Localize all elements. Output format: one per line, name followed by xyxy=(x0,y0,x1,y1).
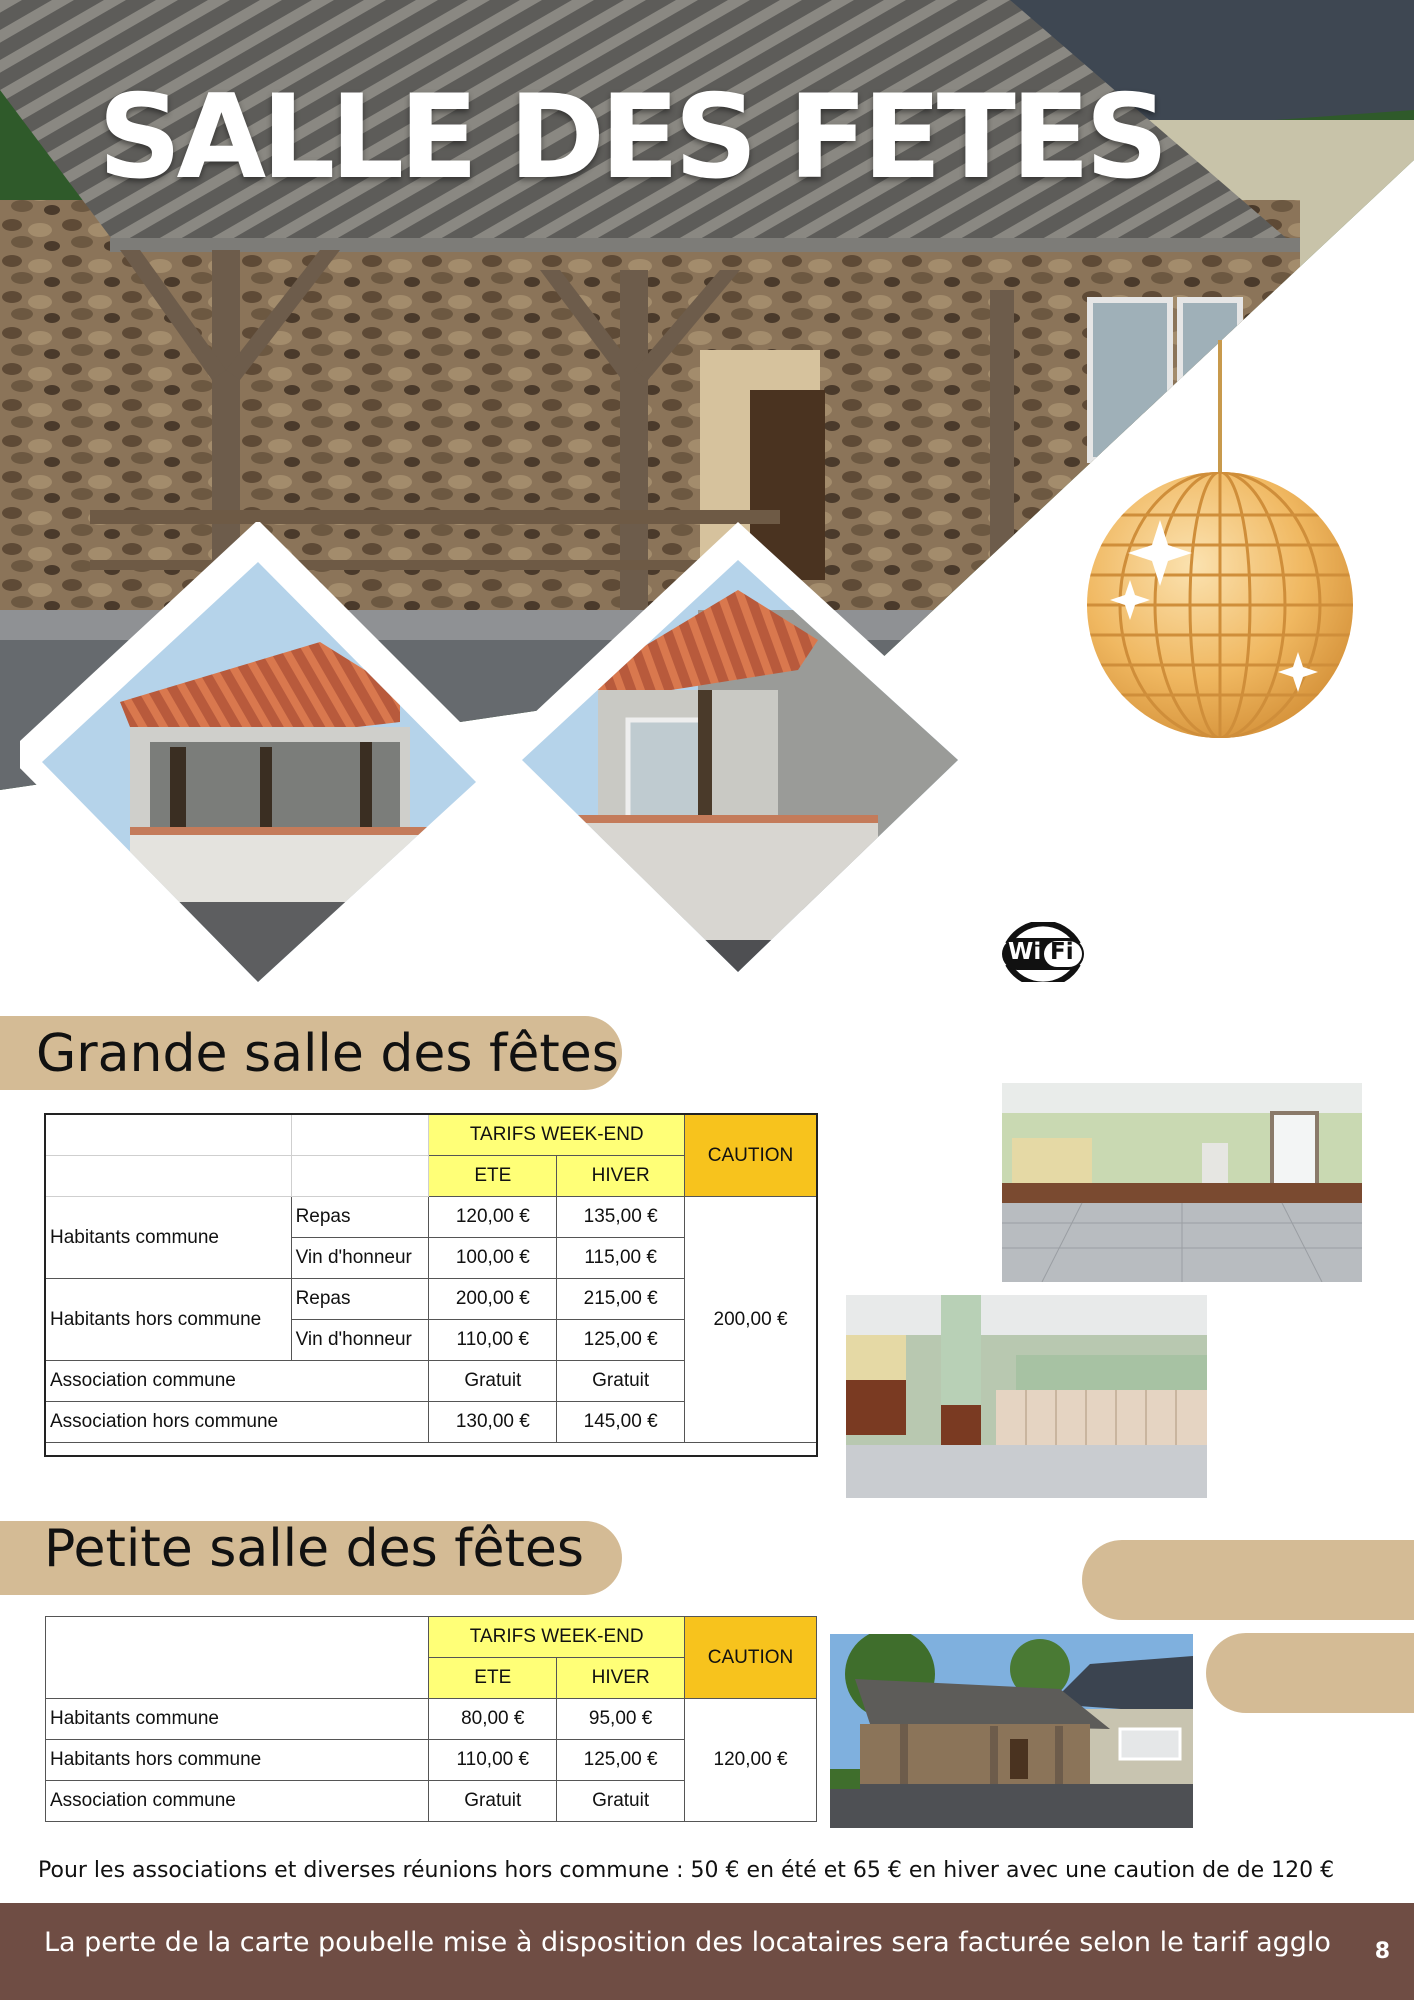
row-sub-label: Repas xyxy=(291,1197,429,1238)
header-tarifs-week-end: TARIFS WEEK-END xyxy=(429,1115,685,1156)
cell-ete: 200,00 € xyxy=(429,1279,557,1320)
cell-hiver: Gratuit xyxy=(557,1361,685,1402)
footer-text: La perte de la carte poubelle mise à disposition des locataires sera facturée selon le tarif agglo xyxy=(44,1927,1331,1958)
decorative-pill-top xyxy=(1082,1540,1414,1620)
cell-ete: Gratuit xyxy=(429,1361,557,1402)
table-cell-empty xyxy=(46,1156,292,1197)
cell-hiver: 115,00 € xyxy=(557,1238,685,1279)
cell-ete: 100,00 € xyxy=(429,1238,557,1279)
photo-petite-salle-exterior xyxy=(830,1634,1193,1828)
row-label-association-commune: Association commune xyxy=(46,1361,429,1402)
table-header-row xyxy=(46,1617,817,1658)
table-cell-empty xyxy=(46,1617,429,1699)
cell-caution: 120,00 € xyxy=(685,1699,817,1822)
cell-caution: 200,00 € xyxy=(685,1197,817,1443)
photo-grande-salle-interior xyxy=(1002,1083,1362,1282)
row-group-habitants-commune: Habitants commune xyxy=(46,1197,292,1279)
row-label: Association commune xyxy=(46,1781,429,1822)
wifi-label-wi: Wi xyxy=(1008,939,1042,965)
cell-ete: 110,00 € xyxy=(429,1320,557,1361)
row-label-association-hors-commune: Association hors commune xyxy=(46,1402,429,1443)
cell-hiver: 125,00 € xyxy=(557,1740,685,1781)
header-caution: CAUTION xyxy=(685,1617,817,1699)
associations-note: Pour les associations et diverses réunions hors commune : 50 € en été et 65 € en hiver avec une caution de de 120 € xyxy=(38,1858,1335,1883)
cell-ete: 80,00 € xyxy=(429,1699,557,1740)
grande-salle-heading: Grande salle des fêtes xyxy=(36,1024,619,1084)
diamond-photo-hall-entrance xyxy=(498,520,988,1010)
header-tarifs-week-end: TARIFS WEEK-END xyxy=(429,1617,685,1658)
cell-ete: Gratuit xyxy=(429,1781,557,1822)
row-label: Habitants hors commune xyxy=(46,1740,429,1781)
cell-hiver: 95,00 € xyxy=(557,1699,685,1740)
petite-salle-heading: Petite salle des fêtes xyxy=(44,1519,585,1579)
wifi-icon xyxy=(1000,922,1086,982)
table-cell-empty xyxy=(291,1156,429,1197)
wifi-label-fi: Fi xyxy=(1050,939,1074,965)
footer-bar xyxy=(0,1903,1414,2000)
header-caution: CAUTION xyxy=(685,1115,817,1197)
header-hiver: HIVER xyxy=(557,1156,685,1197)
petite-salle-tarifs-table xyxy=(45,1616,817,1822)
row-sub-label: Repas xyxy=(291,1279,429,1320)
cell-ete: 130,00 € xyxy=(429,1402,557,1443)
row-label: Habitants commune xyxy=(46,1699,429,1740)
cell-hiver: 215,00 € xyxy=(557,1279,685,1320)
header-ete: ETE xyxy=(429,1658,557,1699)
disco-ball-icon xyxy=(1080,340,1360,750)
row-group-habitants-hors-commune: Habitants hors commune xyxy=(46,1279,292,1361)
header-ete: ETE xyxy=(429,1156,557,1197)
table-cell-empty xyxy=(291,1115,429,1156)
row-sub-label: Vin d'honneur xyxy=(291,1238,429,1279)
decorative-pill-bottom xyxy=(1206,1633,1414,1713)
row-sub-label: Vin d'honneur xyxy=(291,1320,429,1361)
page-title: SALLE DES FETES xyxy=(98,70,1164,205)
cell-hiver: 125,00 € xyxy=(557,1320,685,1361)
header-hiver: HIVER xyxy=(557,1658,685,1699)
table-header-row xyxy=(46,1115,817,1156)
cell-hiver: Gratuit xyxy=(557,1781,685,1822)
cell-hiver: 145,00 € xyxy=(557,1402,685,1443)
diamond-photo-hall-exterior-left xyxy=(20,522,500,1002)
table-row xyxy=(46,1699,817,1740)
table-row xyxy=(46,1197,817,1238)
cell-ete: 120,00 € xyxy=(429,1197,557,1238)
cell-hiver: 135,00 € xyxy=(557,1197,685,1238)
grande-salle-tarifs-table xyxy=(45,1114,817,1443)
table-cell-empty xyxy=(46,1115,292,1156)
cell-ete: 110,00 € xyxy=(429,1740,557,1781)
page-number: 8 xyxy=(1374,1939,1390,1964)
photo-grande-salle-bar xyxy=(846,1295,1207,1498)
